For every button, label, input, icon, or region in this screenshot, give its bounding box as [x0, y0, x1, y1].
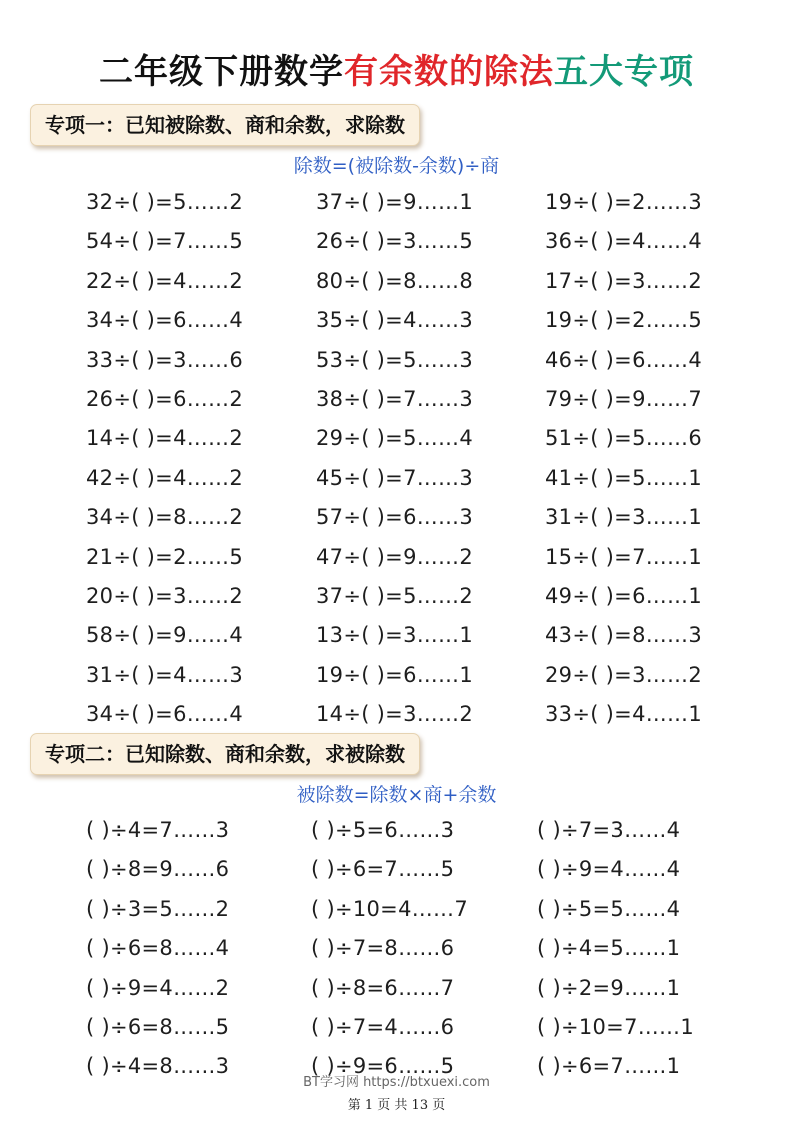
problem-item: ( )÷4=5……1: [537, 936, 681, 961]
problem-item: 26÷( )=6……2: [86, 387, 243, 411]
problem-item: ( )÷5=6……3: [311, 818, 455, 842]
problem-item: 15÷( )=7……1: [545, 544, 702, 569]
problem-item: 33÷( )=3……6: [86, 347, 243, 372]
problem-item: ( )÷10=4……7: [311, 896, 468, 921]
problem-item: 26÷( )=3……5: [316, 229, 473, 254]
problem-item: 42÷( )=4……2: [86, 465, 243, 490]
problem-item: 47÷( )=9……2: [316, 544, 473, 569]
problem-item: 19÷( )=6……1: [316, 662, 473, 687]
problem-item: 38÷( )=7……3: [316, 387, 473, 411]
problem-item: ( )÷6=8……4: [86, 936, 230, 961]
problem-item: ( )÷6=7……1: [537, 1054, 681, 1079]
problem-item: 13÷( )=3……1: [316, 623, 473, 648]
problem-item: 49÷( )=6……1: [545, 584, 702, 608]
problem-item: ( )÷8=6……7: [311, 975, 455, 1000]
problem-item: 36÷( )=4……4: [545, 229, 702, 254]
problem-item: ( )÷6=7……5: [311, 857, 455, 882]
section2-heading: 专项二：已知除数、商和余数，求被除数: [30, 733, 420, 775]
problem-item: 51÷( )=5……6: [545, 426, 702, 451]
problem-item: 37÷( )=5……2: [316, 584, 473, 608]
footer-page-number: 第 1 页 共 13 页: [347, 1098, 446, 1113]
problem-item: 31÷( )=4……3: [86, 662, 243, 687]
footer-site: BT学习网 https://btxuexi.com: [303, 1075, 490, 1090]
problem-item: ( )÷4=7……3: [86, 818, 230, 842]
problem-item: ( )÷7=3……4: [537, 818, 681, 842]
problem-item: 46÷( )=6……4: [545, 347, 702, 372]
problem-item: 22÷( )=4……2: [86, 268, 243, 293]
problem-item: ( )÷3=5……2: [86, 896, 230, 921]
problem-item: 33÷( )=4……1: [545, 702, 702, 727]
problem-item: 31÷( )=3……1: [545, 505, 702, 530]
problem-item: 37÷( )=9……1: [316, 190, 473, 214]
problem-item: ( )÷8=9……6: [86, 857, 230, 882]
problem-item: 29÷( )=3……2: [545, 662, 702, 687]
problem-item: 79÷( )=9……7: [545, 387, 702, 411]
problem-item: ( )÷4=8……3: [86, 1054, 230, 1079]
problem-item: 34÷( )=8……2: [86, 505, 243, 530]
problem-item: 45÷( )=7……3: [316, 465, 473, 490]
problem-item: 54÷( )=7……5: [86, 229, 243, 254]
problem-item: ( )÷2=9……1: [537, 975, 681, 1000]
problem-item: 43÷( )=8……3: [545, 623, 702, 648]
problem-item: 17÷( )=3……2: [545, 268, 702, 293]
problem-item: 14÷( )=4……2: [86, 426, 243, 451]
problem-item: 20÷( )=3……2: [86, 584, 243, 608]
problem-item: 32÷( )=5……2: [86, 190, 243, 214]
problem-item: 57÷( )=6……3: [316, 505, 473, 530]
problem-item: 53÷( )=5……3: [316, 347, 473, 372]
problem-item: ( )÷9=6……5: [311, 1054, 455, 1079]
problem-item: 34÷( )=6……4: [86, 702, 243, 727]
problem-item: ( )÷10=7……1: [537, 1015, 694, 1039]
problem-item: 29÷( )=5……4: [316, 426, 473, 451]
problem-item: ( )÷5=5……4: [537, 896, 681, 921]
problem-item: 41÷( )=5……1: [545, 465, 702, 490]
problem-item: 19÷( )=2……5: [545, 308, 702, 333]
title-part-specials: 五大专项: [554, 52, 694, 92]
problem-item: 14÷( )=3……2: [316, 702, 473, 727]
title-part-topic: 有余数的除法: [344, 52, 554, 92]
page-title: [0, 44, 793, 93]
section1-formula: 除数=(被除数-余数)÷商: [293, 155, 500, 177]
problem-item: ( )÷7=8……6: [311, 936, 455, 961]
title-part-grade: 二年级下册数学: [99, 52, 344, 92]
problem-item: 35÷( )=4……3: [316, 308, 473, 333]
problem-item: ( )÷6=8……5: [86, 1015, 230, 1039]
problem-item: 80÷( )=8……8: [316, 268, 473, 293]
problem-item: 58÷( )=9……4: [86, 623, 243, 648]
problem-item: ( )÷9=4……4: [537, 857, 681, 882]
section2-formula: 被除数=除数×商+余数: [296, 784, 497, 806]
problem-item: ( )÷9=4……2: [86, 975, 230, 1000]
section1-heading: 专项一：已知被除数、商和余数，求除数: [30, 104, 420, 146]
problem-item: ( )÷7=4……6: [311, 1015, 455, 1039]
problem-item: 34÷( )=6……4: [86, 308, 243, 333]
problem-item: 21÷( )=2……5: [86, 544, 243, 569]
problem-item: 19÷( )=2……3: [545, 190, 702, 214]
